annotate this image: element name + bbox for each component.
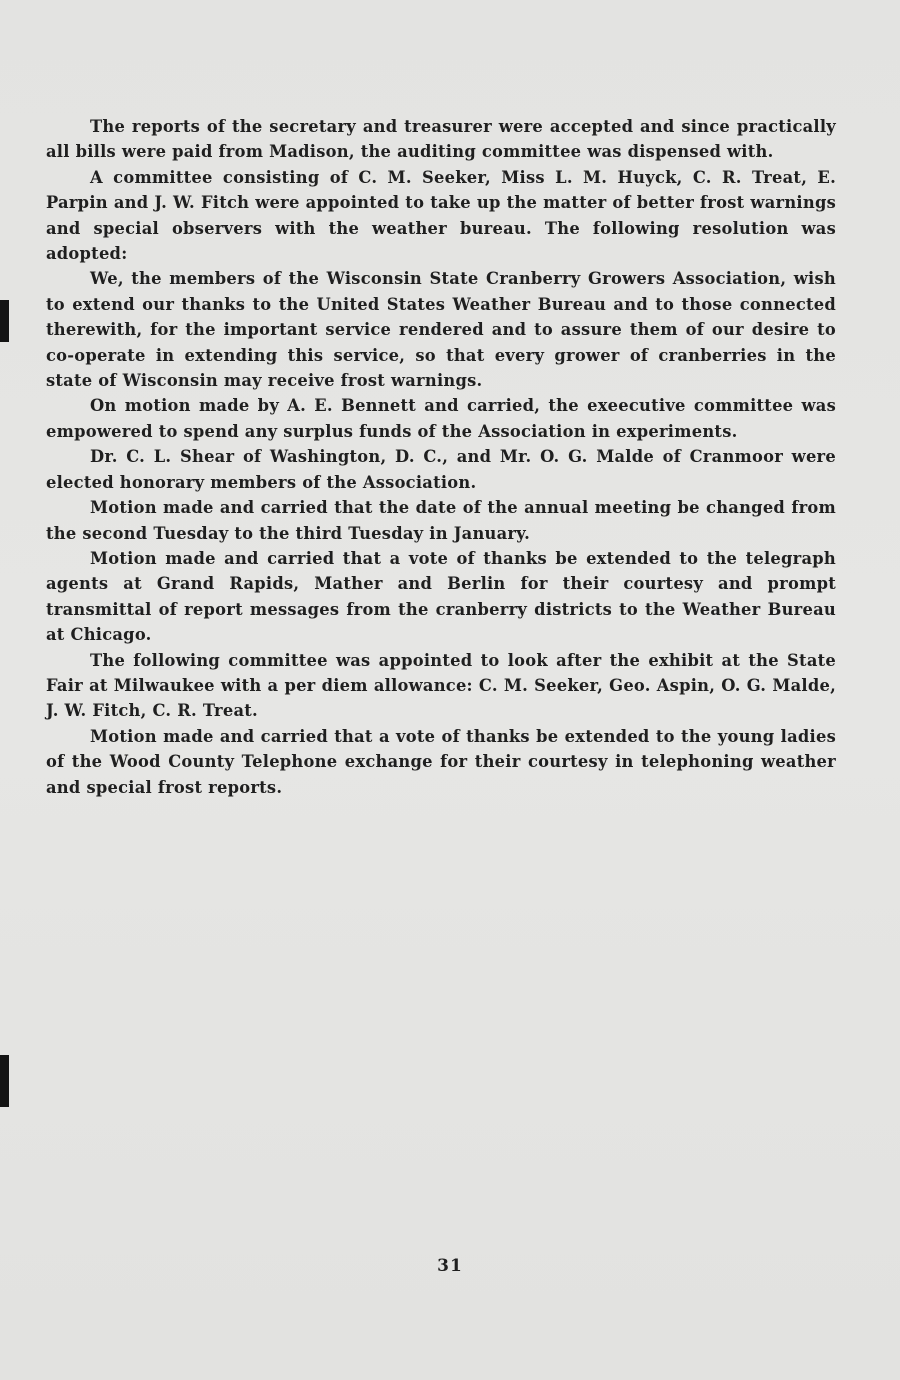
page-number: 31 xyxy=(437,1256,463,1276)
paragraph-meeting-date: Motion made and carried that the date of the annual meeting be changed from the second Tuesday to the third Tuesday in January. xyxy=(46,498,836,543)
paragraph-honorary-members: Dr. C. L. Shear of Washington, D. C., and Mr. O. G. Malde of Cranmoor were elected honorary members of the Association. xyxy=(46,447,836,492)
paragraph-telegraph-thanks: Motion made and carried that a vote of thanks be extended to the telegraph agents at Grand Rapids, Mather and Berlin for their courtesy and prompt transmittal of report messages from the cranberry districts to the Weather Bureau at Chicago. xyxy=(46,548,836,645)
paragraph-telephone-thanks: Motion made and carried that a vote of thanks be extended to the young ladies of the Wood County Telephone exchange for their courtesy in telephoning weather and special frost reports. xyxy=(46,726,836,797)
paragraph-state-fair-committee: The following committee was appointed to look after the exhibit at the State Fair at Milwaukee with a per diem allowance: C. M. Seeker, Geo. Aspin, O. G. Malde, J. W. Fitch, C. R. Treat. xyxy=(46,650,836,721)
paragraph-committee: A committee consisting of C. M. Seeker, Miss L. M. Huyck, C. R. Treat, E. Parpin and J. W. Fitch were appointed to take up the matter of better frost warnings and special observers with the weather bureau. The following resolution was adopted: xyxy=(46,167,836,264)
binding-mark-top xyxy=(0,300,9,342)
paragraph-motion-bennett: On motion made by A. E. Bennett and carried, the exeecutive committee was empowered to spend any surplus funds of the Association in experiments. xyxy=(46,396,836,441)
paragraph-resolution: We, the members of the Wisconsin State Cranberry Growers Association, wish to extend our thanks to the United States Weather Bureau and to those connected therewith, for the important service rendered and to assure them of our desire to co-operate in extending this service, so that every grower of cranberries in the state of Wisconsin may receive frost warnings. xyxy=(46,269,836,391)
paragraph-reports: The reports of the secretary and treasurer were accepted and since practically all bills were paid from Madison, the auditing committee was dispensed with. xyxy=(46,117,836,162)
body-text xyxy=(46,114,836,800)
binding-mark-bottom xyxy=(0,1055,9,1107)
